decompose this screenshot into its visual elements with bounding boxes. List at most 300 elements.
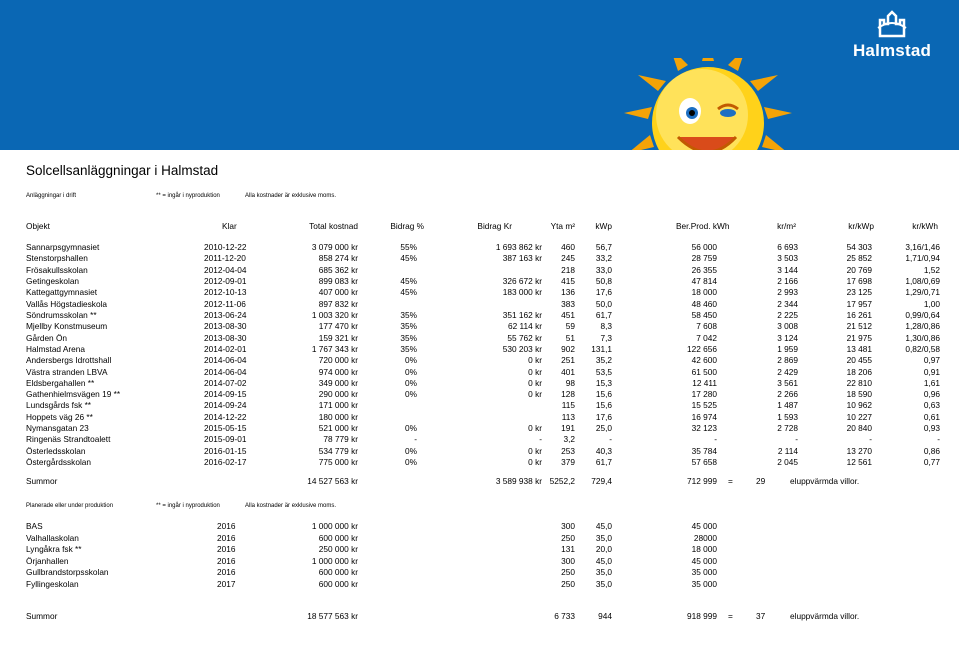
cell-kr-kwh: 1,52 [923, 264, 940, 275]
cell-berprod: 35 000 [691, 567, 717, 578]
cell-klar: 2017 [217, 579, 236, 589]
table-row [26, 377, 946, 389]
cell-kr-m2: 6 693 [777, 242, 798, 252]
planned-row [26, 566, 946, 578]
cell-total: 78 779 kr [323, 434, 358, 445]
cell-kwp: 61,7 [595, 309, 612, 320]
cell-yta: 136 [561, 287, 575, 298]
cell-kr-kwh: 0,99/0,64 [905, 309, 940, 320]
cell-kr-kwh: 1,61 [923, 377, 940, 388]
cell-objekt: Ringenäs Strandtoalett [26, 434, 111, 445]
cell-kr-kwh: 0,82/0,58 [905, 343, 940, 354]
cell-yta: 115 [561, 400, 575, 411]
logo-text: Halmstad [852, 41, 932, 60]
cell-kr-kwp: 10 227 [846, 411, 872, 422]
cell-berprod: 15 525 [691, 400, 717, 411]
cell-bidrag-kr: 0 kr [528, 457, 542, 468]
summary-bidrag-kr: 3 589 938 kr [495, 476, 542, 486]
cell-bidrag-pct: 0% [405, 389, 417, 400]
cell-berprod: - [714, 434, 717, 445]
planned-row [26, 532, 946, 544]
table-row [26, 354, 946, 366]
cell-kr-kwp: 20 455 [846, 355, 872, 366]
cell-total: 1 003 320 kr [311, 309, 358, 320]
table-row [26, 286, 946, 298]
cell-total: 899 083 kr [318, 275, 358, 286]
cell-yta: 218 [561, 264, 575, 275]
cell-kr-kwh: 1,28/0,86 [905, 321, 940, 332]
cell-kr-m2: 3 124 [777, 332, 798, 343]
cell-klar: 2011-12-20 [204, 253, 246, 264]
cell-kr-kwp: 18 206 [846, 366, 872, 377]
cell-kwp: 61,7 [595, 457, 612, 468]
cell-yta: 902 [561, 343, 575, 354]
cell-bidrag-kr: 55 762 kr [507, 332, 542, 343]
table-row [26, 298, 946, 310]
cell-kr-kwh: 1,08/0,69 [905, 275, 940, 286]
cell-total: 521 000 kr [318, 423, 358, 434]
planned-row [26, 555, 946, 567]
cell-klar: 2014-09-24 [204, 400, 247, 411]
cell-klar: 2012-11-06 [204, 298, 246, 309]
summary-row [26, 475, 946, 487]
cell-kwp: 17,6 [595, 411, 612, 422]
cell-kr-m2: 2 344 [777, 298, 798, 309]
sun-mascot-icon [620, 58, 830, 150]
table-row [26, 309, 946, 321]
cell-yta: 250 [561, 579, 575, 589]
cell-kr-kwp: 54 303 [846, 242, 872, 252]
cell-objekt: Eldsbergahallen ** [26, 377, 95, 388]
cell-kr-m2: 2 045 [777, 457, 798, 468]
col-yta: Yta m² [550, 221, 575, 231]
cell-kr-kwp: 10 962 [846, 400, 872, 411]
cell-total: 600 000 kr [318, 579, 358, 589]
col-objekt: Objekt [26, 221, 50, 231]
planned-row [26, 578, 946, 590]
cell-objekt: Frösakullsskolan [26, 264, 88, 275]
cell-bidrag-kr: 0 kr [528, 445, 542, 456]
cell-kr-kwh: 0,91 [923, 366, 940, 377]
cell-klar: 2016-02-17 [204, 457, 247, 468]
cell-kr-m2: - [795, 434, 798, 445]
table-row [26, 456, 946, 468]
cell-kwp: 25,0 [595, 423, 612, 434]
cell-objekt: BAS [26, 521, 43, 531]
cell-yta: 250 [561, 567, 575, 578]
cell-objekt: Getingeskolan [26, 275, 80, 286]
cell-kwp: 15,6 [595, 389, 612, 400]
cell-berprod: 28 759 [691, 253, 717, 264]
cell-kr-m2: 3 503 [777, 253, 798, 264]
cell-total: 180 000 kr [318, 411, 358, 422]
cell-berprod: 12 411 [692, 377, 717, 388]
cell-kr-m2: 2 266 [777, 389, 798, 400]
cell-kwp: 17,6 [595, 287, 612, 298]
cell-total: 1 767 343 kr [311, 343, 358, 354]
summary-eq: = [728, 476, 733, 486]
cell-yta: 460 [561, 242, 575, 252]
table-row [26, 275, 946, 287]
cell-kr-m2: 3 561 [777, 377, 798, 388]
cell-kr-kwp: 13 270 [846, 445, 872, 456]
cell-kwp: 50,8 [595, 275, 612, 286]
cell-berprod: 35 784 [691, 445, 717, 456]
cell-berprod: 56 000 [691, 242, 717, 252]
cell-total: 1 000 000 kr [311, 555, 358, 566]
cell-klar: 2016 [217, 532, 236, 543]
page-title: Solcellsanläggningar i Halmstad [26, 163, 219, 178]
cell-objekt: Kattegattgymnasiet [26, 287, 98, 298]
cell-bidrag-kr: 0 kr [528, 389, 542, 400]
cell-kr-kwh: 1,30/0,86 [905, 332, 940, 343]
cell-berprod: 47 814 [691, 275, 717, 286]
cell-berprod: 45 000 [691, 555, 717, 566]
cell-bidrag-pct: 0% [405, 377, 417, 388]
cell-yta: 128 [561, 389, 575, 400]
cell-kr-m2: 2 225 [777, 309, 798, 320]
cell-kr-kwh: 0,86 [923, 445, 940, 456]
cell-yta: 245 [561, 253, 575, 264]
cell-yta: 191 [561, 423, 575, 434]
table-row [26, 411, 946, 423]
cell-bidrag-pct: 35% [400, 321, 417, 332]
cell-klar: 2012-04-04 [204, 264, 247, 275]
cell-yta: 59 [565, 321, 575, 332]
cell-total: 1 000 000 kr [311, 521, 358, 531]
planned-row [26, 543, 946, 555]
cell-kwp: 45,0 [595, 555, 612, 566]
cell-kwp: 15,6 [595, 400, 612, 411]
cell-objekt: Halmstad Arena [26, 343, 86, 354]
halmstad-logo [847, 8, 937, 66]
header-banner [0, 0, 959, 150]
cell-klar: 2010-12-22 [204, 242, 247, 252]
cell-kwp: 45,0 [595, 521, 612, 531]
cell-yta: 300 [561, 521, 575, 531]
table-row [26, 320, 946, 332]
star-note-2: ** = ingår i nyproduktion [156, 503, 220, 509]
cell-kwp: 20,0 [595, 544, 612, 555]
cell-klar: 2016 [217, 521, 236, 531]
cell-total: 897 832 kr [318, 298, 358, 309]
cell-total: 171 000 kr [318, 400, 358, 411]
cell-kr-kwh: 1,29/0,71 [905, 287, 940, 298]
cell-klar: 2014-06-04 [204, 355, 247, 366]
cell-kwp: 8,3 [600, 321, 612, 332]
col-kr-kwh: kr/kWh [912, 221, 938, 231]
cell-bidrag-pct: 45% [400, 253, 417, 264]
cell-klar: 2016 [217, 555, 236, 566]
cell-kr-m2: 3 008 [777, 321, 798, 332]
cell-berprod: 58 450 [691, 309, 717, 320]
summary-count: 29 [756, 476, 766, 486]
cell-klar: 2014-02-01 [204, 343, 247, 354]
cell-yta: 379 [561, 457, 575, 468]
cell-objekt: Västra stranden LBVA [26, 366, 108, 377]
cell-kwp: 53,5 [595, 366, 612, 377]
cell-kr-kwp: 16 261 [846, 309, 872, 320]
cell-bidrag-kr: 351 162 kr [502, 309, 542, 320]
section-label: Anläggningar i drift [26, 193, 77, 199]
cell-yta: 251 [561, 355, 575, 366]
summary2-kwp: 944 [598, 611, 612, 621]
cell-objekt: Valhallaskolan [26, 532, 79, 543]
cell-kwp: 35,2 [595, 355, 612, 366]
cell-objekt: Sannarpsgymnasiet [26, 242, 100, 252]
cell-total: 685 362 kr [318, 264, 358, 275]
cell-yta: 51 [565, 332, 575, 343]
cell-klar: 2013-06-24 [204, 309, 247, 320]
summary2-eq: = [728, 611, 733, 621]
cell-klar: 2015-09-01 [204, 434, 247, 445]
cell-kr-kwh: - [937, 434, 940, 445]
cell-bidrag-pct: 0% [405, 445, 417, 456]
cell-total: 159 321 kr [318, 332, 358, 343]
cell-berprod: 7 042 [696, 332, 717, 343]
cell-klar: 2014-07-02 [204, 377, 247, 388]
cell-total: 177 470 kr [318, 321, 358, 332]
cell-kwp: 40,3 [595, 445, 612, 456]
col-kr-m2: kr/m² [777, 221, 796, 231]
cell-yta: 401 [561, 366, 575, 377]
cell-klar: 2013-08-30 [204, 332, 247, 343]
table-row [26, 422, 946, 434]
cell-klar: 2013-08-30 [204, 321, 247, 332]
summary-text: eluppvärmda villor. [790, 476, 860, 486]
cell-bidrag-kr: 62 114 kr [508, 321, 542, 332]
cell-objekt: Hoppets väg 26 ** [26, 411, 93, 422]
cell-total: 600 000 kr [318, 532, 358, 543]
cell-kr-m2: 2 993 [777, 287, 798, 298]
cell-klar: 2016 [217, 544, 236, 555]
cell-kr-kwh: 1,71/0,94 [905, 253, 940, 264]
summary2-total: 18 577 563 kr [307, 611, 358, 621]
cell-objekt: Gullbrandstorpsskolan [26, 567, 109, 578]
cell-kr-kwp: 17 957 [846, 298, 872, 309]
cell-total: 407 000 kr [318, 287, 358, 298]
cell-kr-kwh: 0,97 [923, 355, 940, 366]
cell-kwp: 35,0 [595, 532, 612, 543]
cell-kr-kwp: 21 512 [846, 321, 872, 332]
cell-berprod: 57 658 [691, 457, 717, 468]
cell-bidrag-kr: 387 163 kr [502, 253, 542, 264]
cell-bidrag-pct: 0% [405, 366, 417, 377]
cell-berprod: 28000 [693, 532, 717, 543]
cell-objekt: Vallås Högstadieskola [26, 298, 108, 309]
cell-objekt: Österledsskolan [26, 445, 86, 456]
cell-kwp: 35,0 [595, 567, 612, 578]
col-bidrag-pct: Bidrag % [390, 221, 424, 231]
summary-yta: 5252,2 [549, 476, 575, 486]
cell-kr-kwp: - [869, 434, 872, 445]
cell-berprod: 18 000 [691, 287, 717, 298]
cell-yta: 98 [565, 377, 575, 388]
cell-kwp: 33,2 [595, 253, 612, 264]
cell-klar: 2014-09-15 [204, 389, 247, 400]
table-row [26, 433, 946, 445]
col-total: Total kostnad [309, 221, 358, 231]
cell-total: 974 000 kr [318, 366, 358, 377]
cell-objekt: Nymansgatan 23 [26, 423, 89, 434]
costs-note-2: Alla kostnader är exklusive moms. [245, 503, 337, 509]
summary-label: Summor [26, 476, 58, 486]
cell-kr-m2: 2 728 [777, 423, 798, 434]
cell-objekt: Mjellby Konstmuseum [26, 321, 108, 332]
cell-klar: 2012-10-13 [204, 287, 247, 298]
col-kwp: kWp [595, 221, 612, 231]
summary2-row [26, 610, 946, 622]
col-klar: Klar [222, 221, 237, 231]
cell-yta: 300 [561, 555, 575, 566]
table-row [26, 388, 946, 400]
summary-kwp: 729,4 [591, 476, 612, 486]
cell-berprod: 45 000 [691, 521, 717, 531]
cell-kr-kwp: 20 769 [846, 264, 872, 275]
cell-yta: 253 [561, 445, 575, 456]
cell-bidrag-kr: 0 kr [528, 355, 542, 366]
cell-total: 349 000 kr [318, 377, 358, 388]
section2-label: Planerade eller under produktion [26, 503, 114, 509]
castle-icon [872, 8, 912, 38]
cell-bidrag-kr: 1 693 862 kr [495, 242, 542, 252]
cell-berprod: 26 355 [691, 264, 717, 275]
cell-kr-m2: 2 429 [777, 366, 798, 377]
cell-kr-kwh: 0,61 [923, 411, 940, 422]
cell-kr-kwh: 0,77 [923, 457, 940, 468]
cell-yta: 113 [561, 411, 575, 422]
cell-kr-kwp: 12 561 [846, 457, 872, 468]
cell-objekt: Gathenhielmsvägen 19 ** [26, 389, 121, 400]
cell-kr-kwp: 25 852 [846, 253, 872, 264]
cell-total: 858 274 kr [318, 253, 358, 264]
summary2-label: Summor [26, 611, 58, 621]
cell-kr-kwh: 0,96 [923, 389, 940, 400]
cell-objekt: Östergårdsskolan [26, 457, 92, 468]
cell-kr-m2: 1 959 [777, 343, 798, 354]
cell-klar: 2012-09-01 [204, 275, 247, 286]
cell-total: 600 000 kr [318, 567, 358, 578]
cell-kr-kwh: 0,63 [923, 400, 940, 411]
cell-kwp: 50,0 [595, 298, 612, 309]
cell-total: 290 000 kr [318, 389, 358, 400]
cell-yta: 383 [561, 298, 575, 309]
table-row [26, 343, 946, 355]
cell-kr-kwp: 22 810 [846, 377, 872, 388]
cell-kwp: 33,0 [595, 264, 612, 275]
cell-bidrag-pct: 45% [400, 275, 417, 286]
cell-objekt: Andersbergs Idrottshall [26, 355, 112, 366]
cell-objekt: Lyngåkra fsk ** [26, 544, 82, 555]
cell-klar: 2014-06-04 [204, 366, 247, 377]
cell-kwp: 15,3 [595, 377, 612, 388]
cell-berprod: 35 000 [691, 579, 717, 589]
summary2-text: eluppvärmda villor. [790, 611, 860, 621]
cell-kr-m2: 1 487 [777, 400, 798, 411]
cell-kr-kwp: 17 698 [846, 275, 872, 286]
cell-bidrag-pct: 0% [405, 457, 417, 468]
col-kr-kwp: kr/kWp [848, 221, 874, 231]
cell-kwp: - [609, 434, 612, 445]
cell-berprod: 7 608 [696, 321, 717, 332]
cell-klar: 2016 [217, 567, 236, 578]
cell-bidrag-pct: 35% [400, 332, 417, 343]
cell-kr-m2: 2 869 [777, 355, 798, 366]
cell-bidrag-pct: 0% [405, 423, 417, 434]
planned-row [26, 520, 946, 532]
cell-total: 775 000 kr [318, 457, 358, 468]
cell-bidrag-pct: - [414, 434, 417, 445]
star-note: ** = ingår i nyproduktion [156, 193, 220, 199]
cell-yta: 451 [561, 309, 575, 320]
cell-objekt: Stenstorpshallen [26, 253, 88, 264]
cell-bidrag-kr: 0 kr [528, 423, 542, 434]
cell-kr-kwh: 0,93 [923, 423, 940, 434]
costs-note: Alla kostnader är exklusive moms. [245, 193, 337, 199]
cell-total: 720 000 kr [318, 355, 358, 366]
summary-berprod: 712 999 [687, 476, 717, 486]
cell-kr-m2: 2 114 [777, 445, 798, 456]
cell-berprod: 61 500 [691, 366, 717, 377]
cell-bidrag-kr: 530 203 kr [502, 343, 542, 354]
cell-berprod: 17 280 [691, 389, 717, 400]
cell-bidrag-kr: 0 kr [528, 366, 542, 377]
cell-total: 3 079 000 kr [311, 242, 358, 252]
table-row [26, 241, 946, 253]
cell-bidrag-pct: 45% [400, 287, 417, 298]
cell-bidrag-kr: 0 kr [528, 377, 542, 388]
table-row [26, 366, 946, 378]
cell-kr-m2: 2 166 [777, 275, 798, 286]
cell-kr-kwp: 23 125 [846, 287, 872, 298]
cell-total: 534 779 kr [318, 445, 358, 456]
summary2-count: 37 [756, 611, 766, 621]
cell-bidrag-pct: 55% [400, 242, 417, 252]
cell-kr-kwh: 3,16/1,46 [905, 242, 940, 252]
summary2-yta: 6 733 [554, 611, 575, 621]
cell-bidrag-kr: 183 000 kr [502, 287, 542, 298]
cell-berprod: 18 000 [691, 544, 717, 555]
cell-total: 250 000 kr [318, 544, 358, 555]
cell-berprod: 42 600 [691, 355, 717, 366]
cell-klar: 2015-05-15 [204, 423, 247, 434]
cell-objekt: Fyllingeskolan [26, 579, 79, 589]
cell-bidrag-kr: 326 672 kr [502, 275, 542, 286]
table-row [26, 252, 946, 264]
summary2-berprod: 918 999 [687, 611, 717, 621]
cell-kr-kwp: 18 590 [846, 389, 872, 400]
cell-yta: 415 [561, 275, 575, 286]
cell-kr-m2: 3 144 [777, 264, 798, 275]
cell-bidrag-pct: 35% [400, 343, 417, 354]
cell-kwp: 35,0 [595, 579, 612, 589]
cell-yta: 3,2 [563, 434, 575, 445]
cell-objekt: Söndrumsskolan ** [26, 309, 97, 320]
cell-klar: 2014-12-22 [204, 411, 247, 422]
cell-berprod: 48 460 [691, 298, 717, 309]
cell-yta: 250 [561, 532, 575, 543]
cell-bidrag-pct: 0% [405, 355, 417, 366]
cell-kwp: 131,1 [591, 343, 612, 354]
cell-yta: 131 [561, 544, 575, 555]
cell-objekt: Gården Ön [26, 332, 68, 343]
cell-bidrag-kr: - [539, 434, 542, 445]
table-row [26, 264, 946, 276]
cell-objekt: Lundsgårds fsk ** [26, 400, 92, 411]
summary-total: 14 527 563 kr [307, 476, 358, 486]
col-berprod: Ber.Prod. kWh [676, 221, 730, 231]
cell-kr-kwp: 13 481 [846, 343, 872, 354]
